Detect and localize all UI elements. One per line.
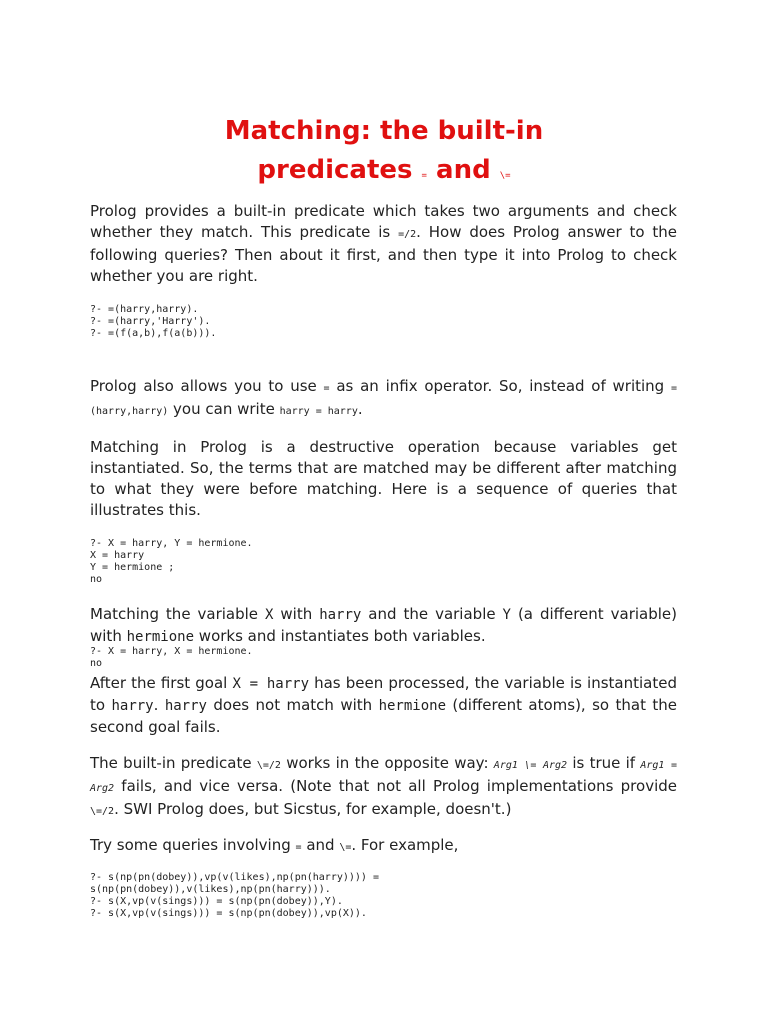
inline-code: \= — [339, 842, 352, 853]
text: as an infix operator. So, instead of writing — [329, 377, 671, 395]
inline-code: hermione — [378, 698, 447, 714]
paragraph-infix — [90, 376, 677, 422]
inline-code: = — [323, 383, 330, 394]
title-operator-equals: = — [421, 171, 427, 181]
inline-code: X — [264, 607, 274, 623]
paragraph-try-queries — [90, 835, 677, 858]
paragraph-intro — [90, 201, 677, 287]
code-block-queries-3: ?- X = harry, X = hermione. no — [90, 646, 253, 669]
text: you can write — [168, 400, 280, 418]
paragraph-first-goal — [90, 673, 677, 738]
text: . SWI Prolog does, but Sicstus, for example, doesn't.) — [114, 800, 512, 818]
inline-code: harry — [319, 607, 362, 623]
text: works and instantiates both variables. — [194, 627, 486, 645]
code-block-queries-2: ?- X = harry, Y = hermione. X = harry Y = hermione ; no — [90, 538, 253, 585]
code-block-queries-1: ?- =(harry,harry). ?- =(harry,'Harry'). ?- =(f(a,b),f(a(b))). — [90, 304, 217, 339]
text: After the first goal — [90, 674, 233, 692]
code-block-queries-4: ?- s(np(pn(dobey)),vp(v(likes),np(pn(harry)))) = s(np(pn(dobey)),v(likes),np(pn(harry))). ?- s(X,vp(v(sings))) = s(np(pn(dobey)),Y). ?- s(X,vp(v(sings))) = s(np(pn(dobey)),vp(X)). — [90, 872, 379, 919]
inline-code: =(harry,harry) — [90, 383, 677, 417]
text: . — [357, 400, 363, 418]
inline-code: Arg1 = Arg2 — [90, 760, 678, 794]
paragraph-destructive: Matching in Prolog is a destructive operation because variables get instantiated. So, the terms that are matched may be different after matching to what they were before matching. Here is a sequence of queries that illustrates this. — [90, 438, 677, 519]
text: and the variable — [361, 605, 503, 623]
paragraph-matching-variables — [90, 604, 677, 648]
text: Try some queries involving — [90, 836, 296, 854]
page-title — [0, 112, 768, 196]
text: Prolog also allows you to use — [90, 377, 324, 395]
inline-code: \=/2 — [256, 760, 281, 771]
text: Prolog provides a built-in predicate which takes two arguments and check whether they match. This predicate is — [90, 202, 677, 241]
text: and — [301, 836, 340, 854]
text: Matching the variable — [90, 605, 265, 623]
text: The built-in predicate — [90, 754, 257, 772]
text: . For example, — [351, 836, 459, 854]
text: has been processed, the variable is instantiated to — [90, 674, 677, 714]
inline-code: harry = harry — [279, 406, 358, 417]
inline-code: Y — [502, 607, 511, 623]
text: . How does Prolog answer to the following queries? Then about it first, and then type it into Prolog to check whether you are right. — [90, 223, 678, 285]
text: is true if — [567, 754, 641, 772]
title-line-2: predicates — [257, 155, 422, 185]
inline-code: \=/2 — [90, 806, 115, 817]
title-line-1: Matching: the built-in — [224, 116, 544, 146]
inline-code: hermione — [126, 629, 195, 645]
text: with — [273, 605, 320, 623]
title-and: and — [426, 155, 500, 185]
text: (different atoms), so that the second goal fails. — [90, 696, 677, 736]
inline-code: =/2 — [398, 229, 417, 240]
text: works in the opposite way: — [280, 754, 494, 772]
text: does not match with — [206, 696, 379, 714]
inline-code: harry — [164, 698, 207, 714]
title-operator-not-equals: \= — [499, 171, 511, 181]
text: . — [153, 696, 165, 714]
text: fails, and vice versa. (Note that not all Prolog implementations provide — [114, 777, 677, 795]
text: (a different variable) with — [90, 605, 677, 645]
paragraph-not-equal — [90, 753, 677, 822]
inline-code: Arg1 \= Arg2 — [493, 760, 568, 771]
inline-code: = — [295, 842, 302, 853]
inline-code: X = harry — [232, 676, 309, 692]
inline-code: harry — [111, 698, 154, 714]
